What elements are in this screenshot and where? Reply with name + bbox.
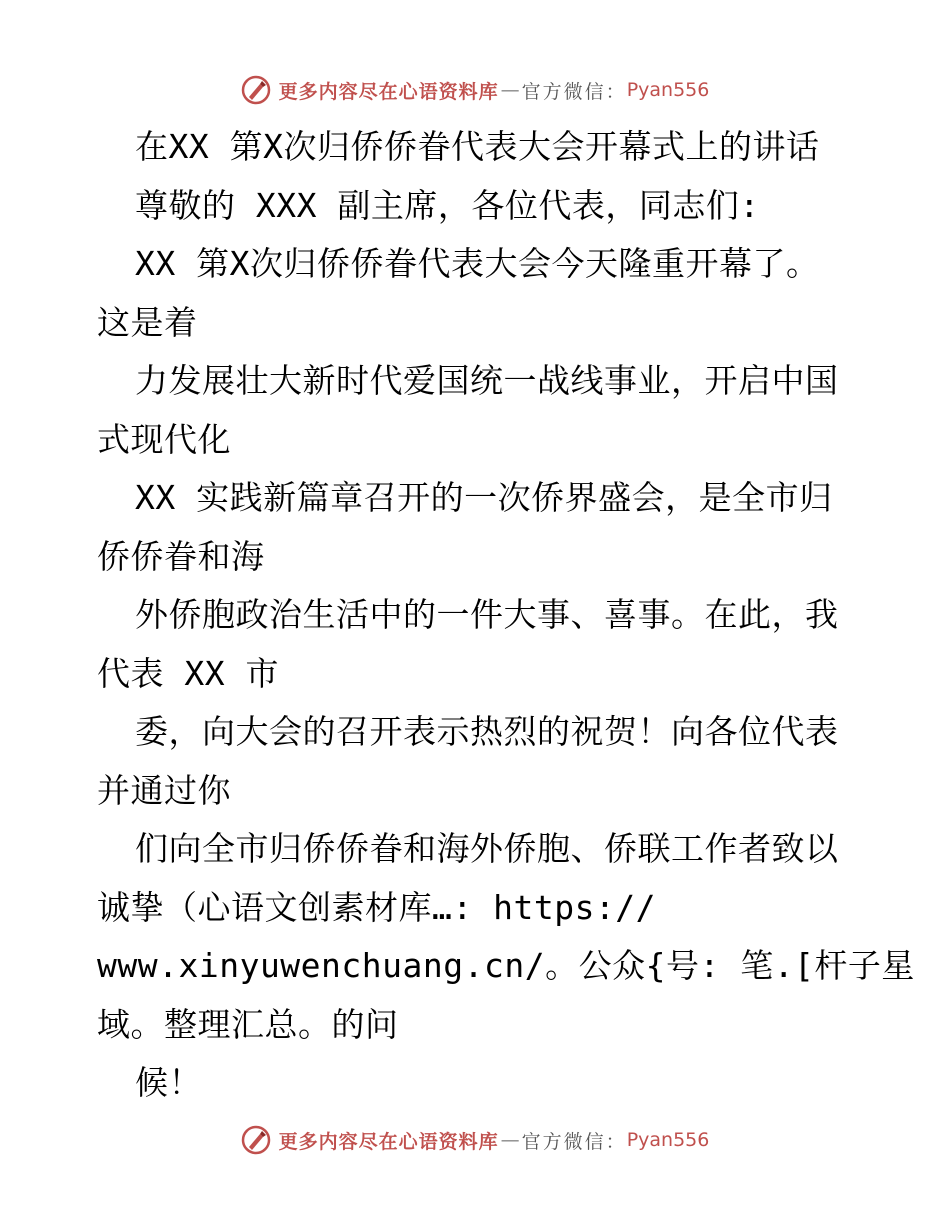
pen-logo-icon xyxy=(241,75,271,105)
paragraph-line: 这是着 xyxy=(97,302,198,342)
paragraph-line: XX 实践新篇章召开的一次侨界盛会，是全市归 xyxy=(135,478,833,517)
paragraph-line: 外侨胞政治生活中的一件大事、喜事。在此，我 xyxy=(135,595,839,634)
paragraph-line: 代表 XX 市 xyxy=(97,653,279,693)
paragraph-line: XX 第X次归侨侨眷代表大会今天隆重开幕了。 xyxy=(135,244,820,283)
salutation: 尊敬的 XXX 副主席，各位代表，同志们: xyxy=(135,185,760,225)
paragraph-line: 并通过你 xyxy=(97,770,231,810)
paragraph-line: 候！ xyxy=(135,1063,202,1102)
banner-sub-text: 官方微信： xyxy=(521,80,627,103)
footer-banner xyxy=(0,1120,950,1160)
paragraph-line: www.xinyuwenchuang.cn/。公众{号: 笔.[杆子星 xyxy=(97,946,915,985)
header-banner xyxy=(0,70,950,110)
paragraph-line: 域。整理汇总。的问 xyxy=(97,1004,399,1044)
paragraph-line: 式现代化 xyxy=(97,419,231,459)
paragraph-line: 们向全市归侨侨眷和海外侨胞、侨联工作者致以 xyxy=(135,829,839,868)
banner-sub-text: 官方微信： xyxy=(521,1130,627,1153)
paragraph-line: 诚挚（心语文创素材库…: https:// xyxy=(97,887,657,927)
banner-main-text: 更多内容尽在心语资料库 xyxy=(278,1130,499,1153)
banner-dash: — xyxy=(500,79,520,101)
banner-dash: — xyxy=(500,1129,520,1151)
paragraph-line: 委，向大会的召开表示热烈的祝贺！向各位代表 xyxy=(135,712,839,751)
banner-main-text: 更多内容尽在心语资料库 xyxy=(278,80,499,103)
pen-logo-icon xyxy=(241,1125,271,1155)
paragraph-line: 力发展壮大新时代爱国统一战线事业，开启中国 xyxy=(135,361,839,400)
banner-wechat-id: Pyan556 xyxy=(626,1129,710,1151)
banner-wechat-id: Pyan556 xyxy=(626,79,710,101)
document-title: 在XX 第X次归侨侨眷代表大会开幕式上的讲话 xyxy=(135,127,820,166)
document-body xyxy=(97,118,915,1113)
paragraph-line: 侨侨眷和海 xyxy=(97,536,265,576)
